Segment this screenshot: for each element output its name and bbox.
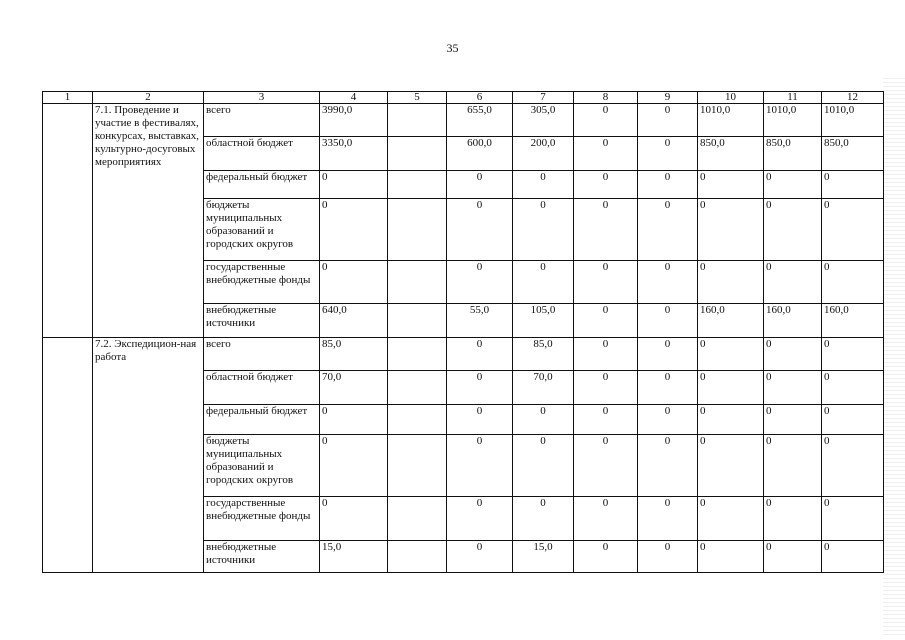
value-cell-col-7: 0	[513, 171, 574, 199]
value-cell-col-5	[388, 405, 447, 435]
value-cell-col-10: 850,0	[698, 137, 764, 171]
value-cell-col-6: 0	[447, 541, 513, 573]
value-cell-col-8: 0	[574, 304, 638, 338]
value-cell-col-9: 0	[638, 405, 698, 435]
value-cell-col-4: 0	[320, 497, 388, 541]
budget-table	[42, 91, 884, 573]
value-cell-col-9: 0	[638, 137, 698, 171]
value-cell-col-9: 0	[638, 171, 698, 199]
value-cell-col-12: 850,0	[822, 137, 884, 171]
value-cell-col-11: 1010,0	[764, 104, 822, 137]
column-header-12: 12	[822, 92, 884, 104]
value-cell-col-4: 70,0	[320, 371, 388, 405]
value-cell-col-9: 0	[638, 104, 698, 137]
value-cell-col-12: 0	[822, 199, 884, 261]
value-cell-col-6: 0	[447, 371, 513, 405]
budget-table-container	[42, 91, 884, 573]
value-cell-col-4: 85,0	[320, 338, 388, 371]
value-cell-col-8: 0	[574, 405, 638, 435]
value-cell-col-9: 0	[638, 435, 698, 497]
value-cell-col-8: 0	[574, 338, 638, 371]
value-cell-col-5	[388, 541, 447, 573]
value-cell-col-8: 0	[574, 104, 638, 137]
value-cell-col-12: 0	[822, 338, 884, 371]
activity-title: 7.2. Экспедицион-ная работа	[93, 338, 204, 573]
column-header-6: 6	[447, 92, 513, 104]
value-cell-col-7: 0	[513, 435, 574, 497]
table-row	[43, 338, 884, 371]
value-cell-col-10: 0	[698, 338, 764, 371]
value-cell-col-5	[388, 435, 447, 497]
value-cell-col-7: 0	[513, 497, 574, 541]
value-cell-col-12: 0	[822, 405, 884, 435]
value-cell-col-9: 0	[638, 497, 698, 541]
value-cell-col-11: 0	[764, 435, 822, 497]
value-cell-col-5	[388, 304, 447, 338]
value-cell-col-4: 15,0	[320, 541, 388, 573]
value-cell-col-12: 160,0	[822, 304, 884, 338]
funding-source: федеральный бюджет	[204, 405, 320, 435]
value-cell-col-5	[388, 371, 447, 405]
column-header-4: 4	[320, 92, 388, 104]
value-cell-col-10: 0	[698, 371, 764, 405]
value-cell-col-12: 0	[822, 171, 884, 199]
value-cell-col-11: 0	[764, 171, 822, 199]
value-cell-col-10: 0	[698, 541, 764, 573]
value-cell-col-4: 0	[320, 171, 388, 199]
value-cell-col-5	[388, 497, 447, 541]
value-cell-col-8: 0	[574, 199, 638, 261]
value-cell-col-6: 0	[447, 171, 513, 199]
value-cell-col-8: 0	[574, 137, 638, 171]
funding-source: внебюджетные источники	[204, 304, 320, 338]
funding-source: всего	[204, 104, 320, 137]
value-cell-col-6: 0	[447, 497, 513, 541]
value-cell-col-7: 0	[513, 261, 574, 304]
value-cell-col-5	[388, 199, 447, 261]
value-cell-col-7: 15,0	[513, 541, 574, 573]
value-cell-col-5	[388, 104, 447, 137]
value-cell-col-10: 0	[698, 199, 764, 261]
value-cell-col-8: 0	[574, 497, 638, 541]
value-cell-col-4: 640,0	[320, 304, 388, 338]
column-header-11: 11	[764, 92, 822, 104]
value-cell-col-12: 0	[822, 497, 884, 541]
value-cell-col-11: 850,0	[764, 137, 822, 171]
value-cell-col-7: 305,0	[513, 104, 574, 137]
value-cell-col-5	[388, 137, 447, 171]
column-header-1: 1	[43, 92, 93, 104]
value-cell-col-4: 0	[320, 261, 388, 304]
value-cell-col-12: 0	[822, 261, 884, 304]
funding-source: государственные внебюджетные фонды	[204, 497, 320, 541]
value-cell-col-6: 0	[447, 435, 513, 497]
funding-source: федеральный бюджет	[204, 171, 320, 199]
column-header-10: 10	[698, 92, 764, 104]
value-cell-col-12: 0	[822, 435, 884, 497]
value-cell-col-6: 0	[447, 261, 513, 304]
table-body	[43, 92, 884, 573]
value-cell-col-4: 3350,0	[320, 137, 388, 171]
value-cell-col-10: 0	[698, 435, 764, 497]
value-cell-col-6: 0	[447, 405, 513, 435]
scan-edge-noise	[883, 75, 905, 635]
value-cell-col-6: 0	[447, 199, 513, 261]
value-cell-col-7: 200,0	[513, 137, 574, 171]
funding-source: областной бюджет	[204, 371, 320, 405]
value-cell-col-7: 0	[513, 199, 574, 261]
value-cell-col-9: 0	[638, 199, 698, 261]
funding-source: внебюджетные источники	[204, 541, 320, 573]
value-cell-col-7: 85,0	[513, 338, 574, 371]
activity-title: 7.1. Проведение и участие в фестивалях, конкурсах, выставках, культурно-досуговых мероприятиях	[93, 104, 204, 338]
funding-source: областной бюджет	[204, 137, 320, 171]
value-cell-col-8: 0	[574, 261, 638, 304]
value-cell-col-11: 0	[764, 497, 822, 541]
value-cell-col-11: 160,0	[764, 304, 822, 338]
column-header-8: 8	[574, 92, 638, 104]
value-cell-col-10: 160,0	[698, 304, 764, 338]
value-cell-col-11: 0	[764, 371, 822, 405]
value-cell-col-5	[388, 171, 447, 199]
value-cell-col-7: 70,0	[513, 371, 574, 405]
value-cell-col-8: 0	[574, 171, 638, 199]
value-cell-col-11: 0	[764, 338, 822, 371]
value-cell-col-12: 0	[822, 371, 884, 405]
value-cell-col-7: 105,0	[513, 304, 574, 338]
value-cell-col-11: 0	[764, 199, 822, 261]
value-cell-col-12: 0	[822, 541, 884, 573]
column-header-3: 3	[204, 92, 320, 104]
value-cell-col-11: 0	[764, 541, 822, 573]
page-number: 35	[446, 41, 459, 55]
funding-source: всего	[204, 338, 320, 371]
value-cell-col-6: 655,0	[447, 104, 513, 137]
value-cell-col-10: 1010,0	[698, 104, 764, 137]
column-header-2: 2	[93, 92, 204, 104]
value-cell-col-11: 0	[764, 261, 822, 304]
value-cell-col-7: 0	[513, 405, 574, 435]
value-cell-col-8: 0	[574, 371, 638, 405]
row-number-cell	[43, 338, 93, 573]
value-cell-col-10: 0	[698, 171, 764, 199]
funding-source: государственные внебюджетные фонды	[204, 261, 320, 304]
column-header-5: 5	[388, 92, 447, 104]
value-cell-col-4: 0	[320, 405, 388, 435]
funding-source: бюджеты муниципальных образований и городских округов	[204, 199, 320, 261]
value-cell-col-10: 0	[698, 261, 764, 304]
table-row	[43, 104, 884, 137]
value-cell-col-9: 0	[638, 541, 698, 573]
value-cell-col-6: 55,0	[447, 304, 513, 338]
value-cell-col-12: 1010,0	[822, 104, 884, 137]
value-cell-col-5	[388, 338, 447, 371]
value-cell-col-11: 0	[764, 405, 822, 435]
value-cell-col-9: 0	[638, 261, 698, 304]
funding-source: бюджеты муниципальных образований и городских округов	[204, 435, 320, 497]
value-cell-col-9: 0	[638, 338, 698, 371]
value-cell-col-8: 0	[574, 541, 638, 573]
value-cell-col-4: 3990,0	[320, 104, 388, 137]
value-cell-col-9: 0	[638, 304, 698, 338]
value-cell-col-10: 0	[698, 405, 764, 435]
value-cell-col-4: 0	[320, 435, 388, 497]
value-cell-col-9: 0	[638, 371, 698, 405]
value-cell-col-8: 0	[574, 435, 638, 497]
value-cell-col-5	[388, 261, 447, 304]
column-header-7: 7	[513, 92, 574, 104]
value-cell-col-10: 0	[698, 497, 764, 541]
row-number-cell	[43, 104, 93, 338]
value-cell-col-6: 0	[447, 338, 513, 371]
value-cell-col-6: 600,0	[447, 137, 513, 171]
value-cell-col-4: 0	[320, 199, 388, 261]
column-header-9: 9	[638, 92, 698, 104]
header-row	[43, 92, 884, 104]
